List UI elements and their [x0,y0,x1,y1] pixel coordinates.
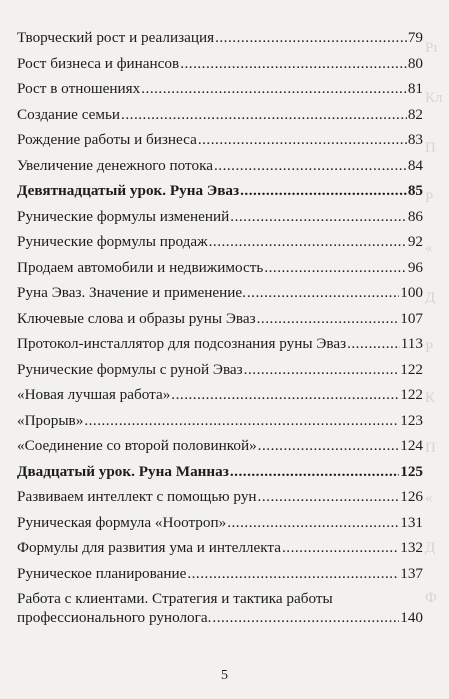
dot-leader [247,283,399,302]
toc-entry [17,283,423,309]
toc-lesson-heading [17,462,423,488]
toc-entry-title: Творческий рост и реализация [17,29,215,46]
dot-leader [258,487,400,506]
dot-leader [187,564,399,583]
toc-entry-title: Рунические формулы с руной Эваз [17,360,243,378]
toc-entry-page: 126 [400,488,423,505]
toc-entry-title: Руническая формула «Ноотроп» [17,513,227,531]
toc-entry-page: 137 [400,564,423,582]
toc-entry-page: 96 [407,258,423,276]
toc-entry-title: Формулы для развития ума и интеллекта [17,539,281,556]
toc-entry [17,207,423,233]
dot-leader [198,130,407,149]
facing-page-bleed: Рı Кл П Р « Д Р К П « Д Ф [425,40,443,606]
toc-entry-title: Продаем автомобили и недвижимость [17,258,264,276]
toc-entry-page: 81 [407,80,423,97]
dot-leader [240,181,407,200]
dot-leader [180,54,407,73]
dot-leader [257,309,400,328]
toc-entry-title: Увеличение денежного потока [17,156,213,174]
toc-entry-title: Создание семьи [17,105,121,123]
toc-entry-page: 92 [407,233,423,250]
toc-entry-title: Рост бизнеса и финансов [17,54,180,72]
toc-entry-page: 82 [407,105,423,123]
dot-leader [258,436,400,455]
toc-entry-title: Протокол-инсталлятор для подсознания руны Эваз [17,335,347,352]
toc-entry-page: 84 [407,156,423,174]
toc-entry-page: 140 [400,609,423,626]
toc-entry-page: 132 [400,539,423,556]
toc-entry [17,232,423,258]
toc-entry [17,54,423,80]
toc-entry-page: 80 [407,54,423,72]
toc-entry-title: Рунические формулы изменений [17,207,230,225]
toc-entry-title: Рост в отношениях [17,80,141,97]
toc-entry-page: 125 [400,462,423,480]
toc-entry-title-line2-row [17,608,423,627]
toc-entry-title: Рунические формулы продаж [17,233,208,250]
toc-entry [17,309,423,335]
toc-entry-page: 85 [407,182,423,199]
page-number: 5 [221,668,228,683]
dot-leader [214,156,407,175]
dot-leader [121,105,407,124]
toc-entry-page: 100 [400,284,423,301]
toc-entry-multiline [17,589,423,627]
dot-leader [141,79,407,98]
toc-entry-page: 107 [400,309,423,327]
toc-entry [17,79,423,105]
toc-entry-page: 122 [400,360,423,378]
dot-leader [209,232,407,251]
toc-entry-title-line2: профессионального рунолога. [17,609,212,626]
dot-leader [244,360,400,379]
dot-leader [230,462,399,481]
toc-entry-page: 124 [400,437,423,454]
toc-entry-page: 122 [400,386,423,403]
toc-entry-title: Девятнадцатый урок. Руна Эваз [17,182,240,199]
toc-entry [17,411,423,437]
toc-entry [17,258,423,284]
toc-entry-title: Рождение работы и бизнеса [17,131,197,148]
toc-entry-title: «Прорыв» [17,411,84,429]
dot-leader [282,538,399,557]
dot-leader [84,411,399,430]
toc-entry [17,564,423,590]
toc-entry-title: «Соединение со второй половинкой» [17,437,257,454]
toc-entry [17,130,423,156]
toc-entry [17,436,423,462]
toc-lesson-heading [17,181,423,207]
table-of-contents [17,28,423,627]
toc-entry-page: 86 [407,207,423,225]
toc-entry-title: Развиваем интеллект с помощью рун [17,488,257,505]
toc-entry-page: 113 [400,335,423,352]
toc-entry-page: 123 [400,411,423,429]
dot-leader [212,608,399,627]
toc-entry [17,487,423,513]
toc-entry-page: 131 [400,513,423,531]
toc-entry [17,156,423,182]
dot-leader [347,334,400,353]
toc-entry [17,360,423,386]
dot-leader [171,385,399,404]
toc-entry-title: Ключевые слова и образы руны Эваз [17,309,256,327]
toc-entry [17,513,423,539]
toc-entry-title: Двадцатый урок. Руна Манназ [17,462,229,480]
toc-entry-title-line1: Работа с клиентами. Стратегия и тактика работы [17,590,333,607]
toc-entry-title: «Новая лучшая работа» [17,386,171,403]
dot-leader [227,513,399,532]
toc-entry [17,334,423,360]
toc-entry [17,28,423,54]
toc-entry-page: 83 [407,131,423,148]
toc-entry [17,385,423,411]
toc-entry-title: Руническое планирование [17,564,187,582]
dot-leader [230,207,407,226]
dot-leader [264,258,407,277]
toc-entry [17,105,423,131]
toc-entry-page: 79 [407,29,423,46]
toc-entry [17,538,423,564]
toc-entry-title: Руна Эваз. Значение и применение. [17,284,246,301]
dot-leader [215,28,407,47]
